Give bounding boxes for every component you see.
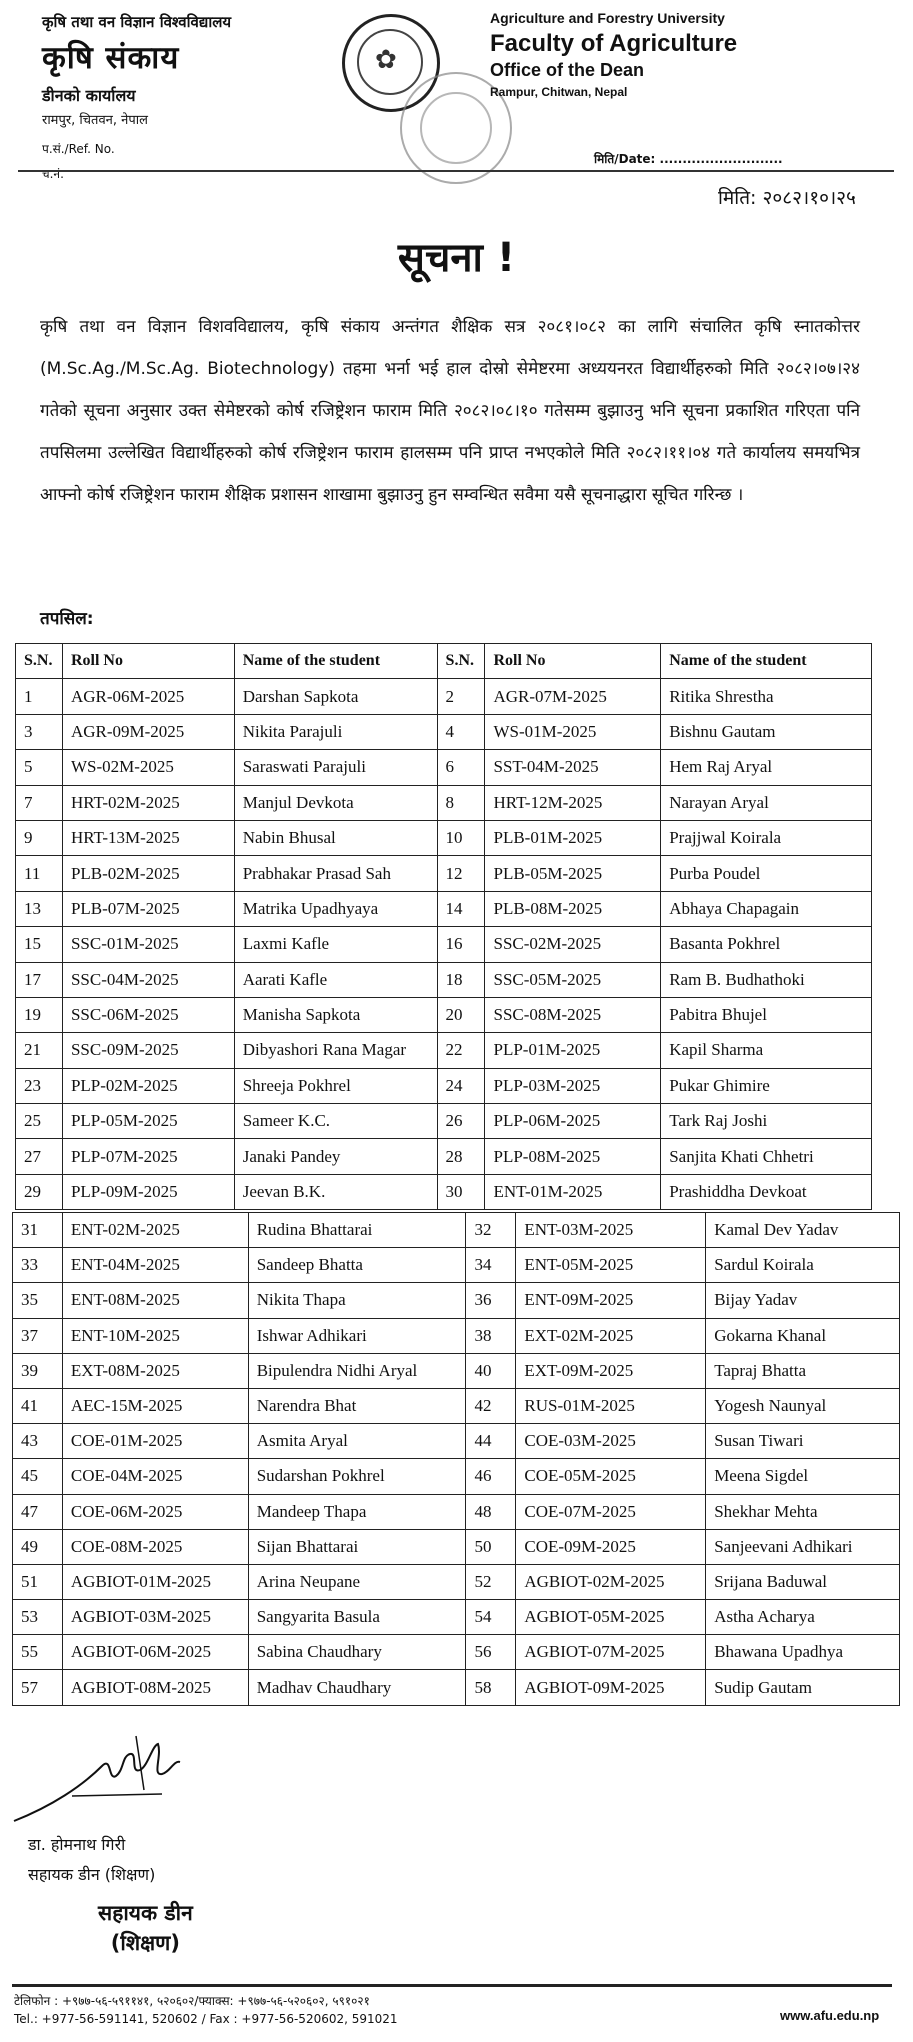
- cell-student-name: Hem Raj Aryal: [661, 750, 872, 785]
- cell-roll-no: WS-01M-2025: [485, 714, 661, 749]
- notice-body: कृषि तथा वन विज्ञान विशवविद्यालय, कृषि संकाय अन्तंगत शैक्षिक सत्र २०८१।०८२ का लागि संचालित कृषि स्नातकोत्तर (M.Sc.Ag./M.Sc.Ag. Biotechnology) तहमा भर्ना भई हाल दोस्रो सेमेष्टरमा अध्ययनरत विद्यार्थीहरुको मिति २०८२।०७।२४ गतेको सूचना अनुसार उक्त सेमेष्टरको कोर्ष रजिष्ट्रेशन फाराम मिति २०८२।०८।१० गतेसम्म बुझाउनु भनि सूचना प्रकाशित गरिएता पनि तपसिलमा उल्लेखित विद्यार्थीहरुको कोर्ष रजिष्ट्रेशन फाराम हालसम्म पनि प्राप्त नभएकोले मिति २०८२।११।०४ गते कार्यालय समयभित्र आफ्नो कोर्ष रजिष्ट्रेशन फाराम शैक्षिक प्रशासन शाखामा बुझाउनु हुन सम्वन्धित सवैमा यसै सूचनाद्धारा सूचित गरिन्छ ।: [40, 317, 860, 505]
- cell-roll-no: AGBIOT-02M-2025: [516, 1564, 706, 1599]
- header-roll-no: Roll No: [485, 644, 661, 679]
- cell-student-name: Nikita Parajuli: [234, 714, 437, 749]
- cell-roll-no: PLB-01M-2025: [485, 820, 661, 855]
- cell-roll-no: COE-04M-2025: [62, 1459, 248, 1494]
- cell-roll-no: SST-04M-2025: [485, 750, 661, 785]
- flower-emblem-icon: ✿: [375, 45, 397, 75]
- cell-roll-no: COE-06M-2025: [62, 1494, 248, 1529]
- cell-student-name: Manjul Devkota: [234, 785, 437, 820]
- cell-roll-no: COE-08M-2025: [62, 1529, 248, 1564]
- cell-student-name: Yogesh Naunyal: [706, 1388, 900, 1423]
- table-row: [16, 997, 872, 1032]
- cell-roll-no: PLP-08M-2025: [485, 1139, 661, 1174]
- cell-student-name: Sudarshan Pokhrel: [248, 1459, 466, 1494]
- cell-roll-no: HRT-12M-2025: [485, 785, 661, 820]
- cell-roll-no: PLB-07M-2025: [62, 891, 234, 926]
- cell-student-name: Shreeja Pokhrel: [234, 1068, 437, 1103]
- header-student-name: Name of the student: [661, 644, 872, 679]
- cell-roll-no: AGBIOT-09M-2025: [516, 1670, 706, 1705]
- cell-roll-no: PLP-09M-2025: [62, 1174, 234, 1209]
- cell-roll-no: PLP-02M-2025: [62, 1068, 234, 1103]
- cell-sn: 58: [466, 1670, 516, 1705]
- cell-roll-no: ENT-03M-2025: [516, 1213, 706, 1248]
- table-row: [13, 1213, 900, 1248]
- cell-sn: 4: [437, 714, 485, 749]
- cell-roll-no: COE-01M-2025: [62, 1424, 248, 1459]
- cell-roll-no: ENT-10M-2025: [62, 1318, 248, 1353]
- table-row: [13, 1635, 900, 1670]
- cell-student-name: Prabhakar Prasad Sah: [234, 856, 437, 891]
- cell-sn: 1: [16, 679, 63, 714]
- cell-student-name: Pabitra Bhujel: [661, 997, 872, 1032]
- cell-student-name: Arina Neupane: [248, 1564, 466, 1599]
- cell-sn: 50: [466, 1529, 516, 1564]
- cell-sn: 14: [437, 891, 485, 926]
- cell-student-name: Narayan Aryal: [661, 785, 872, 820]
- cell-student-name: Ram B. Budhathoki: [661, 962, 872, 997]
- header-roll-no: Roll No: [62, 644, 234, 679]
- header-sn: S.N.: [16, 644, 63, 679]
- cell-roll-no: RUS-01M-2025: [516, 1388, 706, 1423]
- cell-student-name: Bipulendra Nidhi Aryal: [248, 1353, 466, 1388]
- cell-roll-no: PLP-05M-2025: [62, 1104, 234, 1139]
- cell-roll-no: AGR-09M-2025: [62, 714, 234, 749]
- cell-sn: 9: [16, 820, 63, 855]
- cell-roll-no: PLB-02M-2025: [62, 856, 234, 891]
- cell-student-name: Sabina Chaudhary: [248, 1635, 466, 1670]
- cell-student-name: Saraswati Parajuli: [234, 750, 437, 785]
- cell-student-name: Kapil Sharma: [661, 1033, 872, 1068]
- cell-roll-no: AGBIOT-03M-2025: [62, 1600, 248, 1635]
- cell-student-name: Rudina Bhattarai: [248, 1213, 466, 1248]
- cell-sn: 57: [13, 1670, 63, 1705]
- cell-sn: 42: [466, 1388, 516, 1423]
- table-row: [16, 785, 872, 820]
- cell-roll-no: EXT-08M-2025: [62, 1353, 248, 1388]
- cell-student-name: Abhaya Chapagain: [661, 891, 872, 926]
- cell-roll-no: ENT-08M-2025: [62, 1283, 248, 1318]
- footer-website: www.afu.edu.np: [780, 2008, 880, 2023]
- table-row: [16, 1068, 872, 1103]
- cell-student-name: Bijay Yadav: [706, 1283, 900, 1318]
- table-row: [16, 962, 872, 997]
- table-row: [13, 1459, 900, 1494]
- cell-roll-no: ENT-09M-2025: [516, 1283, 706, 1318]
- letterhead-divider: [18, 170, 894, 172]
- cell-roll-no: ENT-01M-2025: [485, 1174, 661, 1209]
- cell-sn: 39: [13, 1353, 63, 1388]
- cell-roll-no: COE-07M-2025: [516, 1494, 706, 1529]
- cell-roll-no: SSC-04M-2025: [62, 962, 234, 997]
- letterhead-date-label: मिति/Date: ...........................: [594, 152, 783, 166]
- cell-student-name: Nikita Thapa: [248, 1283, 466, 1318]
- table-row: [13, 1388, 900, 1423]
- cell-roll-no: AEC-15M-2025: [62, 1388, 248, 1423]
- cell-sn: 35: [13, 1283, 63, 1318]
- cell-student-name: Gokarna Khanal: [706, 1318, 900, 1353]
- cell-sn: 28: [437, 1139, 485, 1174]
- cell-student-name: Manisha Sapkota: [234, 997, 437, 1032]
- cell-student-name: Madhav Chaudhary: [248, 1670, 466, 1705]
- ref-no-label: प.सं./Ref. No.: [42, 142, 115, 156]
- cell-sn: 2: [437, 679, 485, 714]
- stamp-line-2: (शिक्षण): [110, 1931, 180, 1955]
- table-row: [16, 714, 872, 749]
- cell-student-name: Asmita Aryal: [248, 1424, 466, 1459]
- table-row: [16, 891, 872, 926]
- cell-sn: 34: [466, 1248, 516, 1283]
- cell-roll-no: PLP-07M-2025: [62, 1139, 234, 1174]
- cell-student-name: Ritika Shrestha: [661, 679, 872, 714]
- cell-sn: 17: [16, 962, 63, 997]
- cell-student-name: Narendra Bhat: [248, 1388, 466, 1423]
- table-row: [13, 1600, 900, 1635]
- cell-sn: 46: [466, 1459, 516, 1494]
- cell-sn: 38: [466, 1318, 516, 1353]
- cell-sn: 7: [16, 785, 63, 820]
- cell-sn: 25: [16, 1104, 63, 1139]
- cell-sn: 3: [16, 714, 63, 749]
- cn-label: च.नं.: [42, 167, 64, 181]
- cell-student-name: Sanjita Khati Chhetri: [661, 1139, 872, 1174]
- cell-roll-no: PLP-06M-2025: [485, 1104, 661, 1139]
- cell-student-name: Pukar Ghimire: [661, 1068, 872, 1103]
- cell-roll-no: HRT-02M-2025: [62, 785, 234, 820]
- cell-roll-no: EXT-09M-2025: [516, 1353, 706, 1388]
- table-row: [13, 1283, 900, 1318]
- cell-roll-no: SSC-08M-2025: [485, 997, 661, 1032]
- cell-sn: 36: [466, 1283, 516, 1318]
- header-student-name: Name of the student: [234, 644, 437, 679]
- cell-roll-no: COE-09M-2025: [516, 1529, 706, 1564]
- cell-student-name: Astha Acharya: [706, 1600, 900, 1635]
- cell-student-name: Susan Tiwari: [706, 1424, 900, 1459]
- cell-student-name: Basanta Pokhrel: [661, 927, 872, 962]
- university-name-en: Agriculture and Forestry University: [490, 10, 725, 26]
- cell-student-name: Sardul Koirala: [706, 1248, 900, 1283]
- cell-sn: 11: [16, 856, 63, 891]
- cell-sn: 31: [13, 1213, 63, 1248]
- cell-student-name: Jeevan B.K.: [234, 1174, 437, 1209]
- table-row: [16, 1174, 872, 1209]
- cell-roll-no: WS-02M-2025: [62, 750, 234, 785]
- cell-sn: 40: [466, 1353, 516, 1388]
- cell-roll-no: SSC-01M-2025: [62, 927, 234, 962]
- cell-roll-no: AGBIOT-05M-2025: [516, 1600, 706, 1635]
- cell-student-name: Dibyashori Rana Magar: [234, 1033, 437, 1068]
- cell-student-name: Bhawana Upadhya: [706, 1635, 900, 1670]
- cell-sn: 26: [437, 1104, 485, 1139]
- cell-student-name: Meena Sigdel: [706, 1459, 900, 1494]
- cell-sn: 27: [16, 1139, 63, 1174]
- cell-student-name: Sandeep Bhatta: [248, 1248, 466, 1283]
- header-sn: S.N.: [437, 644, 485, 679]
- cell-sn: 41: [13, 1388, 63, 1423]
- table-row: [16, 856, 872, 891]
- cell-roll-no: COE-05M-2025: [516, 1459, 706, 1494]
- footer-divider: [12, 1984, 892, 1987]
- tapasil-label: तपसिल:: [40, 609, 94, 629]
- table-row: [13, 1494, 900, 1529]
- cell-roll-no: SSC-06M-2025: [62, 997, 234, 1032]
- address-np: रामपुर, चितवन, नेपाल: [42, 113, 148, 128]
- cell-student-name: Darshan Sapkota: [234, 679, 437, 714]
- signature: [12, 1726, 192, 1826]
- cell-student-name: Sudip Gautam: [706, 1670, 900, 1705]
- cell-sn: 52: [466, 1564, 516, 1599]
- table-row: [13, 1564, 900, 1599]
- cell-sn: 22: [437, 1033, 485, 1068]
- cell-student-name: Shekhar Mehta: [706, 1494, 900, 1529]
- cell-roll-no: SSC-05M-2025: [485, 962, 661, 997]
- cell-sn: 33: [13, 1248, 63, 1283]
- cell-sn: 16: [437, 927, 485, 962]
- footer-phone-en: Tel.: +977-56-591141, 520602 / Fax : +977-56-520602, 591021: [14, 2012, 398, 2026]
- cell-roll-no: PLP-01M-2025: [485, 1033, 661, 1068]
- notice-date: मिति: २०८२।१०।२५: [718, 187, 856, 209]
- cell-sn: 30: [437, 1174, 485, 1209]
- table-row: [16, 1104, 872, 1139]
- cell-roll-no: PLB-05M-2025: [485, 856, 661, 891]
- signatory-name: डा. होमनाथ गिरी: [28, 1835, 126, 1854]
- cell-sn: 19: [16, 997, 63, 1032]
- cell-roll-no: PLB-08M-2025: [485, 891, 661, 926]
- cell-student-name: Prajjwal Koirala: [661, 820, 872, 855]
- cell-sn: 54: [466, 1600, 516, 1635]
- footer-phone-np: टेलिफोन : +९७७-५६-५९११४१, ५२०६०२/फ्याक्स: +९७७-५६-५२०६०२, ५९१०२१: [14, 1994, 370, 2008]
- cell-sn: 23: [16, 1068, 63, 1103]
- cell-sn: 51: [13, 1564, 63, 1599]
- table-row: [16, 750, 872, 785]
- table-row: [16, 1139, 872, 1174]
- cell-student-name: Sijan Bhattarai: [248, 1529, 466, 1564]
- table-row: [13, 1353, 900, 1388]
- cell-sn: 37: [13, 1318, 63, 1353]
- table-header-row: [16, 644, 872, 679]
- cell-sn: 20: [437, 997, 485, 1032]
- cell-student-name: Tapraj Bhatta: [706, 1353, 900, 1388]
- table-row: [13, 1424, 900, 1459]
- address-en: Rampur, Chitwan, Nepal: [490, 85, 628, 99]
- cell-sn: 21: [16, 1033, 63, 1068]
- cell-roll-no: HRT-13M-2025: [62, 820, 234, 855]
- cell-sn: 43: [13, 1424, 63, 1459]
- cell-student-name: Janaki Pandey: [234, 1139, 437, 1174]
- cell-sn: 15: [16, 927, 63, 962]
- cell-sn: 12: [437, 856, 485, 891]
- cell-student-name: Prashiddha Devkoat: [661, 1174, 872, 1209]
- cell-roll-no: ENT-04M-2025: [62, 1248, 248, 1283]
- footer-contact: [14, 1992, 398, 2028]
- notice-title: सूचना !: [397, 235, 516, 281]
- cell-sn: 8: [437, 785, 485, 820]
- cell-roll-no: COE-03M-2025: [516, 1424, 706, 1459]
- cell-student-name: Laxmi Kafle: [234, 927, 437, 962]
- cell-roll-no: AGR-07M-2025: [485, 679, 661, 714]
- cell-student-name: Srijana Baduwal: [706, 1564, 900, 1599]
- table-row: [13, 1670, 900, 1705]
- table-row: [13, 1318, 900, 1353]
- cell-roll-no: ENT-05M-2025: [516, 1248, 706, 1283]
- cell-sn: 49: [13, 1529, 63, 1564]
- cell-roll-no: AGBIOT-08M-2025: [62, 1670, 248, 1705]
- cell-sn: 10: [437, 820, 485, 855]
- cell-student-name: Mandeep Thapa: [248, 1494, 466, 1529]
- table-row: [13, 1529, 900, 1564]
- table-row: [16, 820, 872, 855]
- cell-roll-no: SSC-09M-2025: [62, 1033, 234, 1068]
- cell-roll-no: AGR-06M-2025: [62, 679, 234, 714]
- cell-sn: 47: [13, 1494, 63, 1529]
- cell-sn: 6: [437, 750, 485, 785]
- university-name-np: कृषि तथा वन विज्ञान विश्वविद्यालय: [42, 13, 232, 31]
- cell-sn: 48: [466, 1494, 516, 1529]
- table-row: [13, 1248, 900, 1283]
- cell-student-name: Bishnu Gautam: [661, 714, 872, 749]
- table-row: [16, 679, 872, 714]
- cell-sn: 18: [437, 962, 485, 997]
- cell-sn: 56: [466, 1635, 516, 1670]
- stamp-line-1: सहायक डीन: [98, 1901, 193, 1925]
- cell-sn: 32: [466, 1213, 516, 1248]
- cell-roll-no: AGBIOT-07M-2025: [516, 1635, 706, 1670]
- cell-roll-no: EXT-02M-2025: [516, 1318, 706, 1353]
- faculty-name-en: Faculty of Agriculture: [490, 30, 738, 57]
- cell-sn: 24: [437, 1068, 485, 1103]
- cell-student-name: Sameer K.C.: [234, 1104, 437, 1139]
- table-row: [16, 1033, 872, 1068]
- cell-roll-no: SSC-02M-2025: [485, 927, 661, 962]
- signatory-designation: सहायक डीन (शिक्षण): [28, 1865, 156, 1884]
- table-row: [16, 927, 872, 962]
- cell-sn: 13: [16, 891, 63, 926]
- cell-student-name: Tark Raj Joshi: [661, 1104, 872, 1139]
- cell-student-name: Purba Poudel: [661, 856, 872, 891]
- cell-student-name: Matrika Upadhyaya: [234, 891, 437, 926]
- student-table-part-1: [15, 643, 872, 1210]
- cell-sn: 55: [13, 1635, 63, 1670]
- cell-sn: 29: [16, 1174, 63, 1209]
- cell-sn: 53: [13, 1600, 63, 1635]
- cell-student-name: Ishwar Adhikari: [248, 1318, 466, 1353]
- cell-student-name: Sanjeevani Adhikari: [706, 1529, 900, 1564]
- office-name-en: Office of the Dean: [490, 60, 645, 80]
- cell-sn: 45: [13, 1459, 63, 1494]
- cell-student-name: Aarati Kafle: [234, 962, 437, 997]
- letterhead-left: [42, 12, 231, 182]
- cell-student-name: Kamal Dev Yadav: [706, 1213, 900, 1248]
- cell-roll-no: ENT-02M-2025: [62, 1213, 248, 1248]
- cell-student-name: Sangyarita Basula: [248, 1600, 466, 1635]
- letterhead-right: [490, 10, 737, 99]
- cell-roll-no: AGBIOT-01M-2025: [62, 1564, 248, 1599]
- signatory-block: [28, 1830, 155, 1890]
- cell-sn: 44: [466, 1424, 516, 1459]
- faculty-name-np: कृषि संकाय: [42, 40, 180, 76]
- office-name-np: डीनको कार्यालय: [42, 86, 136, 105]
- cell-roll-no: AGBIOT-06M-2025: [62, 1635, 248, 1670]
- cell-student-name: Nabin Bhusal: [234, 820, 437, 855]
- cell-sn: 5: [16, 750, 63, 785]
- designation-stamp: [98, 1898, 193, 1958]
- cell-roll-no: PLP-03M-2025: [485, 1068, 661, 1103]
- student-table-part-2: [12, 1212, 900, 1706]
